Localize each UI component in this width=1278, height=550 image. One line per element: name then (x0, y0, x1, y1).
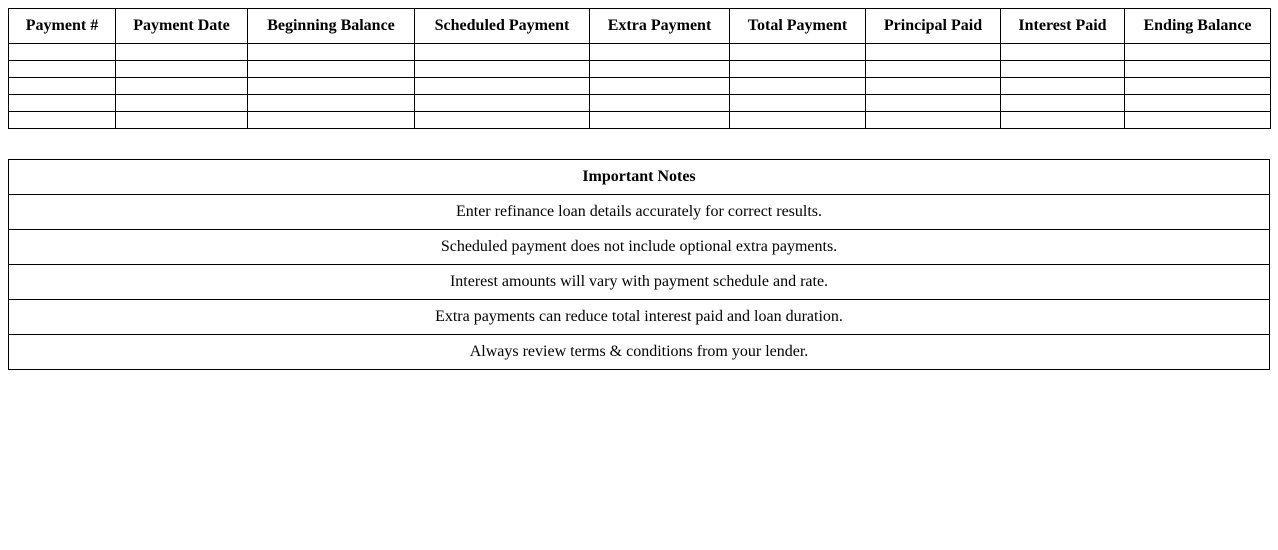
table-cell (116, 112, 248, 129)
table-row (9, 95, 1271, 112)
table-cell (590, 61, 730, 78)
table-cell (866, 78, 1001, 95)
table-cell (116, 44, 248, 61)
note-item: Extra payments can reduce total interest paid and loan duration. (9, 300, 1270, 335)
table-cell (116, 78, 248, 95)
table-row (9, 112, 1271, 129)
table-cell (730, 95, 866, 112)
table-cell (730, 61, 866, 78)
table-cell (248, 44, 415, 61)
header-principal-paid: Principal Paid (866, 9, 1001, 44)
table-cell (9, 112, 116, 129)
table-row (9, 44, 1271, 61)
table-cell (590, 112, 730, 129)
header-ending-balance: Ending Balance (1125, 9, 1271, 44)
table-cell (1001, 112, 1125, 129)
table-cell (1001, 78, 1125, 95)
table-cell (9, 44, 116, 61)
table-cell (116, 61, 248, 78)
table-cell (9, 61, 116, 78)
table-cell (730, 112, 866, 129)
header-scheduled-payment: Scheduled Payment (415, 9, 590, 44)
table-cell (1001, 95, 1125, 112)
table-cell (1125, 95, 1271, 112)
note-item: Enter refinance loan details accurately for correct results. (9, 195, 1270, 230)
table-cell (590, 95, 730, 112)
table-row (9, 61, 1271, 78)
table-cell (590, 78, 730, 95)
table-cell (415, 78, 590, 95)
table-cell (866, 44, 1001, 61)
table-cell (9, 95, 116, 112)
table-cell (248, 61, 415, 78)
table-cell (248, 78, 415, 95)
table-cell (1125, 78, 1271, 95)
table-cell (1125, 112, 1271, 129)
payment-schedule-table (8, 8, 1271, 129)
table-cell (415, 112, 590, 129)
note-row (9, 230, 1270, 265)
table-cell (1001, 61, 1125, 78)
header-beginning-balance: Beginning Balance (248, 9, 415, 44)
table-header-row (9, 9, 1271, 44)
table-cell (248, 95, 415, 112)
note-row (9, 195, 1270, 230)
note-row (9, 300, 1270, 335)
header-interest-paid: Interest Paid (1001, 9, 1125, 44)
note-item: Scheduled payment does not include optional extra payments. (9, 230, 1270, 265)
table-cell (866, 95, 1001, 112)
table-cell (415, 95, 590, 112)
table-row (9, 78, 1271, 95)
table-cell (730, 44, 866, 61)
notes-title: Important Notes (9, 160, 1270, 195)
header-total-payment: Total Payment (730, 9, 866, 44)
table-cell (116, 95, 248, 112)
table-cell (248, 112, 415, 129)
important-notes-table (8, 159, 1270, 370)
note-row (9, 335, 1270, 370)
note-row (9, 265, 1270, 300)
notes-header-row (9, 160, 1270, 195)
header-payment-number: Payment # (9, 9, 116, 44)
note-item: Always review terms & conditions from your lender. (9, 335, 1270, 370)
table-cell (1125, 44, 1271, 61)
table-cell (415, 44, 590, 61)
table-cell (415, 61, 590, 78)
table-cell (866, 61, 1001, 78)
table-cell (1001, 44, 1125, 61)
table-cell (866, 112, 1001, 129)
header-payment-date: Payment Date (116, 9, 248, 44)
note-item: Interest amounts will vary with payment schedule and rate. (9, 265, 1270, 300)
table-cell (9, 78, 116, 95)
table-cell (590, 44, 730, 61)
table-cell (730, 78, 866, 95)
table-cell (1125, 61, 1271, 78)
header-extra-payment: Extra Payment (590, 9, 730, 44)
